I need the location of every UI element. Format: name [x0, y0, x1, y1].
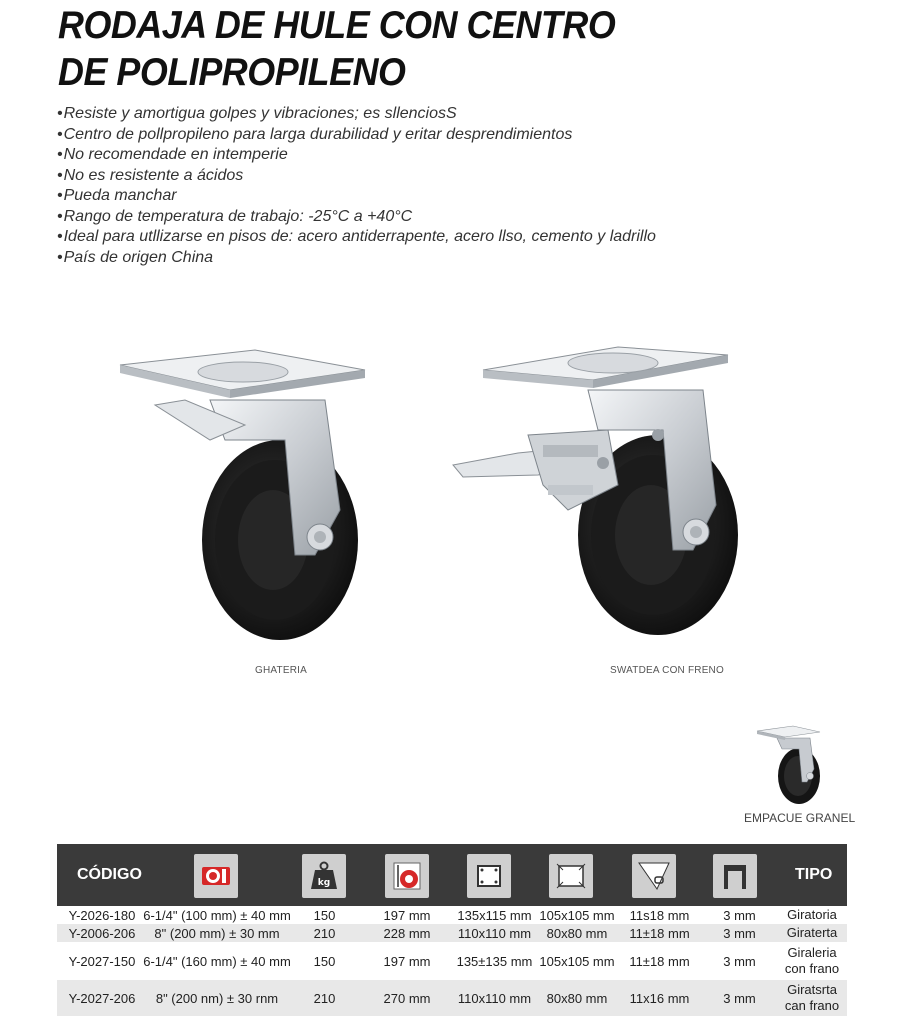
feature-item: • No recomendade en intemperie	[57, 145, 656, 166]
cell-barrenos: 105x105 mm	[539, 953, 615, 969]
cell-tipo	[777, 924, 847, 942]
cell-agujero: 11s18 mm	[629, 907, 690, 923]
table-row	[57, 942, 847, 980]
cell-barrenos: 80x80 mm	[546, 925, 608, 941]
feature-item: • Rango de temperatura de trabajo: -25°C a +40°C	[57, 207, 656, 228]
cell-altura: 228 mm	[383, 925, 431, 941]
cell-espesor: 3 mm	[723, 990, 756, 1006]
feature-list	[57, 104, 656, 268]
cell-barrenos: 80x80 mm	[546, 990, 608, 1006]
table-header	[57, 844, 847, 906]
tipo-line-1: Giraleria	[787, 945, 837, 960]
tipo-line-2: can frano	[784, 998, 840, 1013]
cell-placa: 110x110 mm	[457, 990, 532, 1006]
cell-codigo: Y-2027-206	[68, 990, 136, 1006]
height-icon	[385, 854, 429, 898]
cell-placa: 135x115 mm	[457, 907, 532, 923]
cell-espesor: 3 mm	[723, 925, 756, 941]
swivel-caster-image	[115, 340, 375, 650]
plate-thickness-icon	[713, 854, 757, 898]
title-line-2: DE POLIPROPILENO	[58, 51, 406, 94]
bulk-caster-image	[755, 724, 825, 808]
cell-espesor: 3 mm	[723, 953, 756, 969]
table-row	[57, 980, 847, 1016]
cell-tipo	[777, 906, 847, 924]
cell-espesor: 3 mm	[723, 907, 756, 923]
header-codigo: CÓDIGO	[77, 866, 142, 883]
table-row	[57, 906, 847, 924]
tipo-line-2: con frano	[784, 961, 840, 976]
cell-rueda: 8" (200 mm) ± 30 mm	[154, 925, 280, 941]
cell-agujero: 11±18 mm	[629, 925, 690, 941]
cell-placa: 135±135 mm	[456, 953, 533, 969]
cell-altura: 270 mm	[383, 990, 431, 1006]
swivel-caption: GHATERIA	[255, 665, 307, 676]
page-title	[58, 2, 615, 96]
feature-item: • Centro de pollpropileno para larga durabilidad y eritar desprendimientos	[57, 125, 656, 146]
bolt-pattern-icon	[549, 854, 593, 898]
feature-item: • Resiste y amortigua golpes y vibraciones; es sllenciosS	[57, 104, 656, 125]
cell-altura: 197 mm	[383, 907, 431, 923]
wheel-size-icon	[194, 854, 238, 898]
tipo-line-1: Giraterta	[786, 925, 838, 940]
table-row	[57, 924, 847, 942]
cell-codigo: Y-2027-150	[68, 953, 136, 969]
svg-text:kg: kg	[317, 878, 331, 888]
cell-tipo	[777, 942, 847, 980]
cell-carga: 150	[313, 953, 336, 969]
tipo-line-1: Giratoria	[787, 907, 837, 922]
feature-item: • País de origen China	[57, 248, 656, 269]
cell-carga: 150	[313, 907, 336, 923]
tipo-line-1: Giratsrta	[787, 982, 837, 997]
load-weight-icon	[302, 854, 346, 898]
cell-agujero: 11±18 mm	[629, 953, 690, 969]
cell-rueda: 8" (200 nm) ± 30 rnm	[155, 990, 279, 1006]
cell-tipo	[777, 980, 847, 1016]
spec-table	[57, 844, 847, 1016]
cell-carga: 210	[313, 990, 336, 1006]
feature-item: • Ideal para utllizarse en pisos de: acero antiderrapente, acero llso, cemento y ladrillo	[57, 227, 656, 248]
cell-altura: 197 mm	[383, 953, 431, 969]
cell-codigo: Y-2026-180	[68, 907, 136, 923]
bolt-hole-icon	[632, 854, 676, 898]
cell-agujero: 11x16 mm	[629, 990, 690, 1006]
cell-rueda: 6-1/4" (100 mm) ± 40 mm	[143, 907, 291, 923]
feature-item: • Pueda manchar	[57, 186, 656, 207]
title-line-1: RODAJA DE HULE CON CENTRO	[58, 4, 616, 47]
cell-rueda: 6-1/4" (160 mm) ± 40 mm	[143, 953, 291, 969]
cell-carga: 210	[313, 925, 336, 941]
feature-item: • No es resistente a ácidos	[57, 166, 656, 187]
brake-caption: SWATDEA CON FRENO	[610, 665, 724, 676]
cell-placa: 110x110 mm	[457, 925, 532, 941]
header-tipo: TIPO	[795, 866, 833, 883]
brake-caster-image	[448, 335, 743, 645]
cell-codigo: Y-2006-206	[68, 925, 136, 941]
cell-barrenos: 105x105 mm	[539, 907, 615, 923]
plate-size-icon	[467, 854, 511, 898]
bulk-caption: EMPACUE GRANEL	[744, 811, 856, 825]
